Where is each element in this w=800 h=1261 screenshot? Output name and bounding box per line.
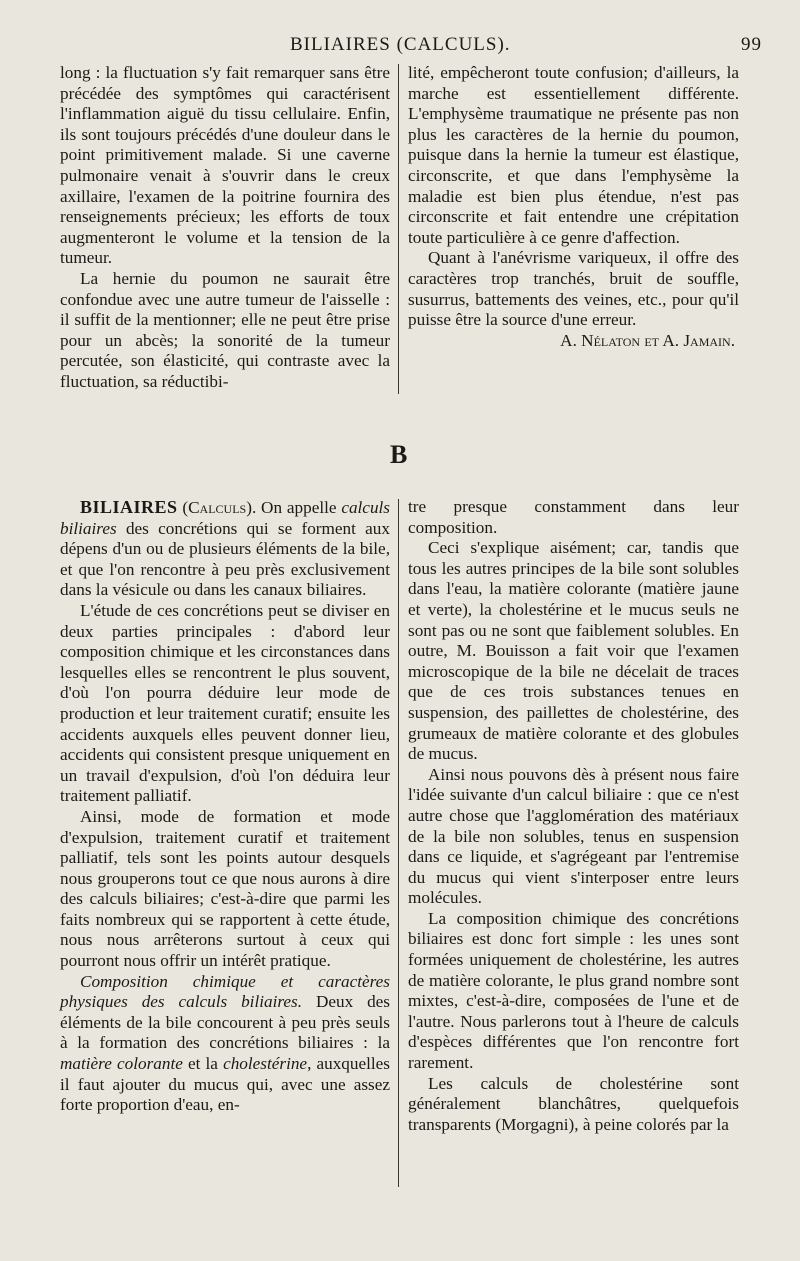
bottom-right-column (408, 497, 739, 1135)
entry-headword: BILIAIRES (80, 497, 178, 517)
running-title: BILIAIRES (CALCULS). (290, 34, 511, 55)
paragraph: tre presque constamment dans leur composition. (408, 497, 739, 537)
paragraph: Quant à l'anévrisme variqueux, il offre des caractères trop tranchés, bruit de souffle, susurrus, battements des veines, etc., pour qu'il puisse être la source d'une erreur. (408, 248, 739, 330)
paragraph: Ceci s'explique aisément; car, tandis que tous les autres principes de la bile sont solubles dans l'eau, la matière colorante (matière jaune et verte), la cholestérine et le mucus seuls ne sont pas ou ne sont que faiblement solubles. En outre, M. Bouisson a fait voir que l'examen microscopique de la bile ne décelait de traces que de ces trois substances tenues en suspension, des paillettes de cholestérine, des grumeaux de matière colorante et des globules de mucus. (408, 538, 739, 764)
top-left-column (60, 63, 390, 393)
bottom-left-column (60, 497, 390, 1116)
column-rule (398, 499, 399, 1187)
paragraph: lité, empêcheront toute confusion; d'ailleurs, la marche est essentiellement différente. L'emphysème traumatique ne présente pas non plus les caractères de la hernie du poumon, puisque dans la hernie la tumeur est élastique, circonscrite, et que dans l'emphysème la maladie est bien plus étendue, n'est pas circonscrite et fait entendre une crépitation toute particulière à ce genre d'affection. (408, 63, 739, 247)
paragraph: La hernie du poumon ne saurait être confondue avec une autre tumeur de l'aisselle : il suffit de la mentionner; elle ne peut être prise pour un abcès; la sonorité de la tumeur percutée, son élasticité, qui contraste avec la fluctuation, sa réductibi- (60, 268, 390, 391)
author-signature: A. Nélaton et A. Jamain. (560, 330, 735, 350)
paragraph: La composition chimique des concrétions biliaires est donc fort simple : les unes sont formées uniquement de cholestérine, les autres de matière colorante, le plus grand nombre sont mixtes, c'est-à-dire, composées de l'une et de l'autre. Nous parlerons tout à l'heure de calculs d'espèces différentes que l'on rencontre fort rarement. (408, 908, 739, 1073)
page-number: 99 (741, 34, 762, 55)
section-letter: B (390, 440, 408, 469)
entry-subtitle: (Calculs). (182, 498, 257, 517)
entry-text: On appelle (256, 498, 342, 517)
entry-paragraph (60, 497, 390, 601)
top-right-column (408, 63, 739, 351)
paragraph: Ainsi nous pouvons dès à présent nous faire l'idée suivante d'un calcul biliaire : que ce n'est autre chose que l'agglomération des matériaux de la bile non solubles, tenus en suspension dans ce liquide, et s'agrégeant par l'entremise du mucus qui vient s'interposer entre leurs molécules. (408, 764, 739, 908)
paragraph: Ainsi, mode de formation et mode d'expulsion, traitement curatif et traitement palliatif, tels sont les points autour desquels nous grouperons tout ce que nous aurons à dire des calculs biliaires; c'est-à-dire que parmi les faits nombreux qui se rapportent à cette étude, nous nous arrêterons surtout à ceux qui pourront nous offrir un intérêt pratique. (60, 806, 390, 971)
paragraph: L'étude de ces concrétions peut se diviser en deux parties principales : d'abord leur composition chimique et les circonstances dans lesquelles elles se rencontrent le plus souvent, d'où l'on pourra déduire leur mode de production et leur traitement curatif; ensuite les accidents auxquels elles peuvent donner lieu, accidents qui consistent presque uniquement en un travail d'expulsion, d'où l'on déduira leur traitement palliatif. (60, 600, 390, 806)
column-rule (398, 64, 399, 394)
subsection-heading: Composition chimique et caractères physiques des calculs biliaires. (60, 971, 390, 1012)
running-head (60, 34, 770, 60)
subsection-paragraph: Composition chimique et caractères physiques des calculs biliaires. Deux des éléments de la bile concourent à peu près seuls à la formation des concrétions biliaires : la matière colorante et la cholestérine, auxquelles il faut ajouter du mucus qui, avec une assez forte proportion d'eau, en- (60, 971, 390, 1115)
paragraph: Les calculs de cholestérine sont généralement blanchâtres, quelquefois transparents (Morgagni), à peine colorés par la (408, 1073, 739, 1134)
paragraph: long : la fluctuation s'y fait remarquer sans être précédée des symptômes qui caractérisent l'inflammation aiguë du tissu cellulaire. Enfin, ils sont toujours précédés d'une douleur dans le point primitivement malade. Si une caverne pulmonaire venait à s'ouvrir dans le creux axillaire, l'examen de la poitrine fournira des renseignements précieux; les efforts de toux augmenteront le volume et la tension de la tumeur. (60, 63, 390, 268)
entry-text: des concrétions qui se forment aux dépens d'un ou de plusieurs éléments de la bile, et que l'on rencontre à peu près exclusivement dans la vésicule ou dans les canaux biliaires. (60, 518, 390, 600)
entry-italic: calculs biliaires (60, 498, 390, 538)
